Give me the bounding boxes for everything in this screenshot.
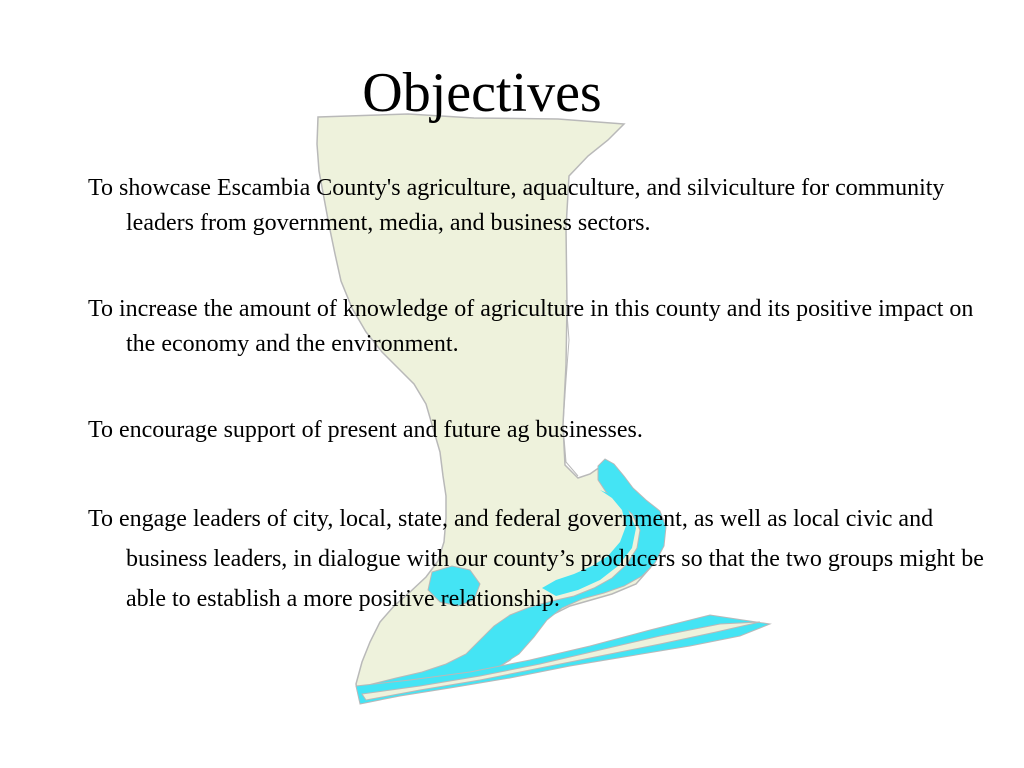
objective-item: To engage leaders of city, local, state, and federal government, as well as local civic and business leaders, in dialogue with our county’s producers so that the two groups might be able to establish a more positive relationship. bbox=[88, 506, 984, 612]
objective-item: To increase the amount of knowledge of agriculture in this county and its positive impact on the economy and the environment. bbox=[88, 296, 974, 357]
objective-item: To showcase Escambia County's agriculture, aquaculture, and silviculture for community leaders from government, media, and business sectors. bbox=[88, 175, 945, 236]
slide-title: Objectives bbox=[362, 62, 602, 124]
objective-item: To encourage support of present and future ag businesses. bbox=[88, 417, 643, 443]
objectives-list bbox=[88, 171, 988, 619]
